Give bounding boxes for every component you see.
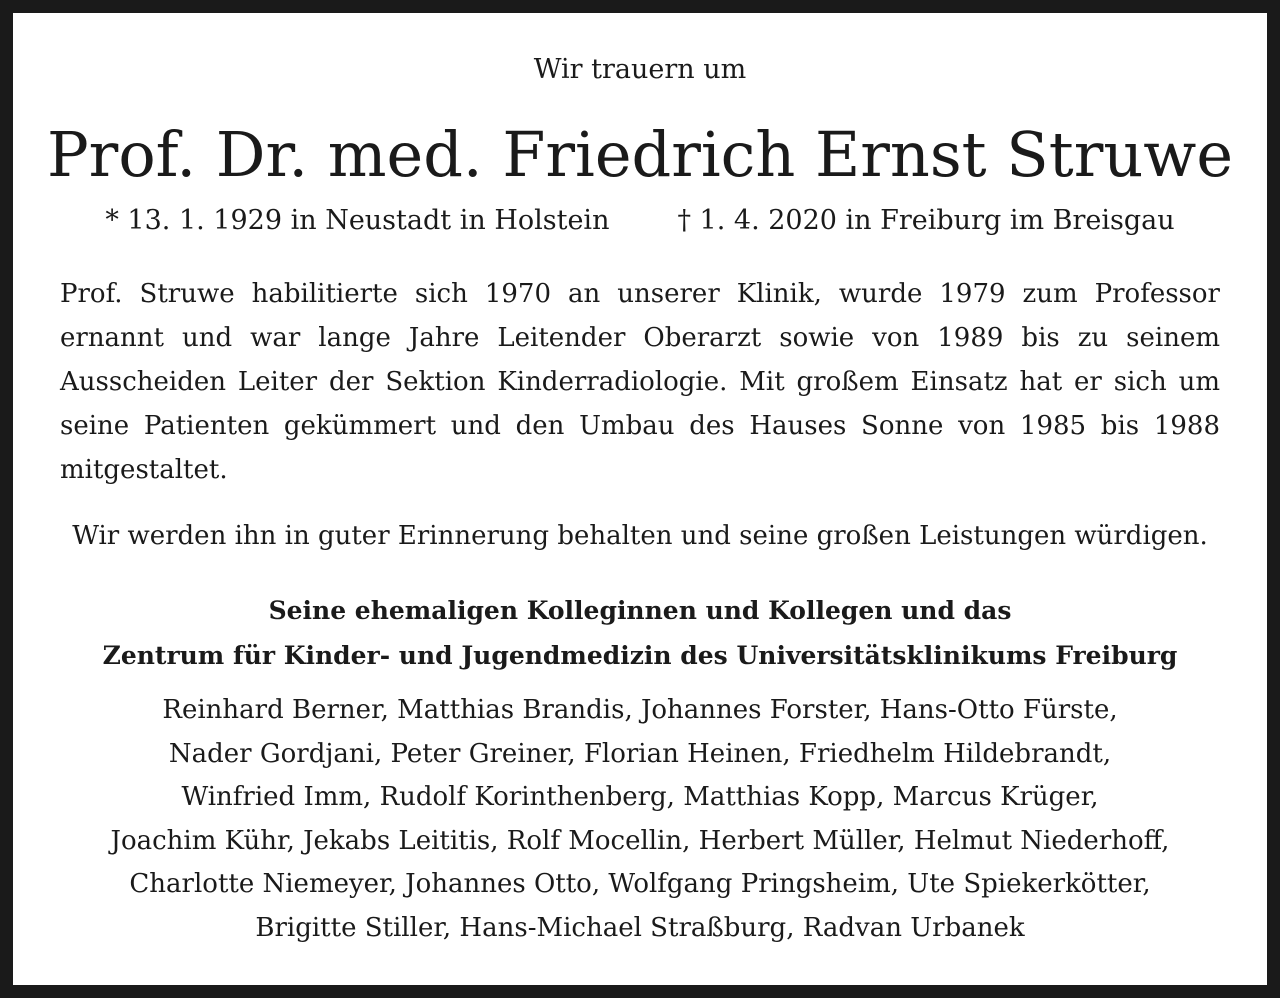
signers-block — [13, 588, 1267, 678]
names-line: Nader Gordjani, Peter Greiner, Florian Heinen, Friedhelm Hildebrandt, — [168, 738, 1112, 769]
death-date: † 1. 4. 2020 in Freiburg im Breisgau — [677, 205, 1175, 236]
names-line: Charlotte Niemeyer, Johannes Otto, Wolfgang Pringsheim, Ute Spiekerkötter, — [129, 869, 1151, 899]
birth-date: * 13. 1. 1929 in Neustadt in Holstein — [105, 205, 610, 236]
names-line: Winfried Imm, Rudolf Korinthenberg, Matthias Kopp, Marcus Krüger, — [181, 782, 1099, 812]
intro-text: Wir trauern um — [533, 54, 747, 85]
names-line: Reinhard Berner, Matthias Brandis, Johannes Forster, Hans-Otto Fürste, — [162, 695, 1118, 725]
colleague-names — [13, 689, 1267, 950]
signers-line: Zentrum für Kinder- und Jugendmedizin des Universitätsklinikums Freiburg — [102, 641, 1178, 670]
obituary-notice — [13, 13, 1267, 985]
names-line: Brigitte Stiller, Hans-Michael Straßburg, Radvan Urbanek — [255, 912, 1025, 943]
signers-line: Seine ehemaligen Kolleginnen und Kollegen und das — [268, 596, 1012, 625]
biography-paragraph: Prof. Struwe habilitierte sich 1970 an unserer Klinik, wurde 1979 zum Professor ernannt und war lange Jahre Leitender Oberarzt sowie von 1989 bis zu seinem Ausscheiden Leiter der Sektion Kinderradiologie. Mit großem Einsatz hat er sich um seine Patienten gekümmert und den Umbau des Hauses Sonne von 1985 bis 1988 mitgestaltet. — [60, 279, 1220, 485]
life-dates — [13, 203, 1267, 239]
names-line: Joachim Kühr, Jekabs Leititis, Rolf Mocellin, Herbert Müller, Helmut Niederhoff, — [110, 825, 1170, 856]
remembrance-paragraph: Wir werden ihn in guter Erinnerung behalten und seine großen Leistungen würdigen. — [72, 521, 1208, 551]
deceased-name: Prof. Dr. med. Friedrich Ernst Struwe — [46, 118, 1234, 191]
